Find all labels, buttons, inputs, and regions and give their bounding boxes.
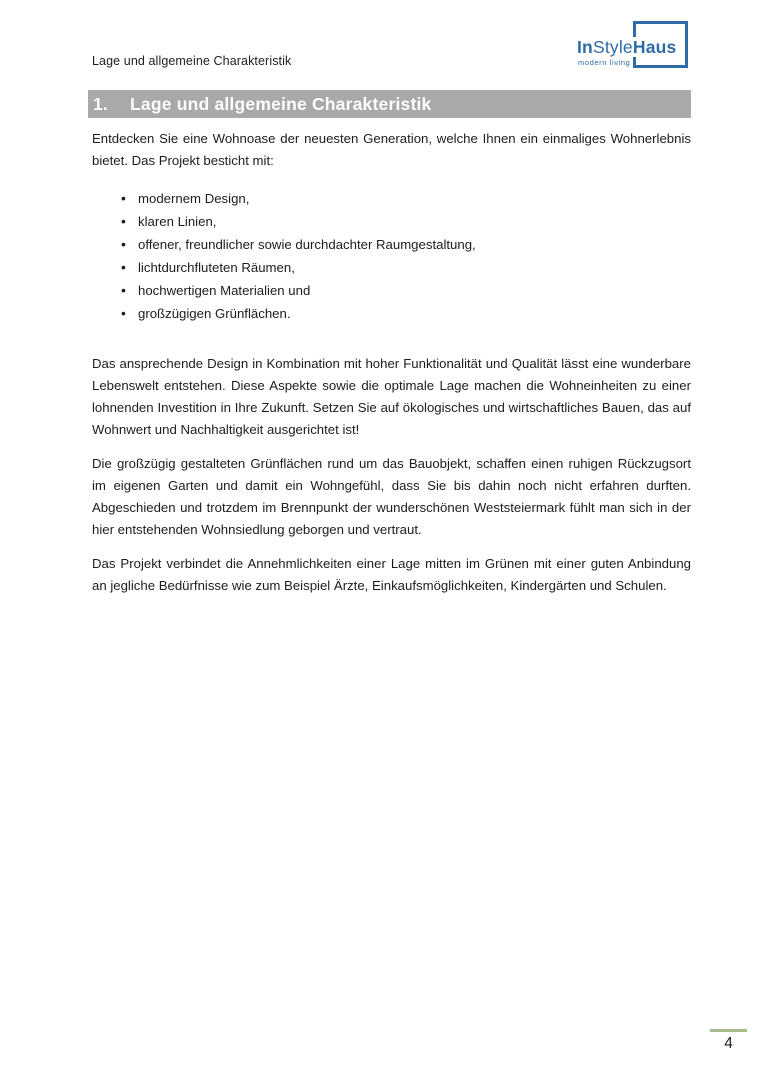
feature-bullet-list	[92, 187, 691, 325]
section-heading	[88, 90, 691, 118]
list-item: • klaren Linien,	[92, 210, 691, 233]
footer-divider	[710, 1029, 747, 1032]
running-header-title: Lage und allgemeine Charakteristik	[92, 54, 292, 68]
list-item: • hochwertigen Materialien und	[92, 279, 691, 302]
body-content	[92, 128, 691, 609]
paragraph-intro: Entdecken Sie eine Wohnoase der neuesten Generation, welche Ihnen ein einmaliges Wohnerlebnis bietet. Das Projekt besticht mit:	[92, 131, 691, 168]
paragraph-gruenflaechen: Die großzügig gestalteten Grünflächen rund um das Bauobjekt, schaffen einen ruhigen Rückzugsort im eigenen Garten und damit ein Wohngefühl, dass Sie bis dahin noch nicht erfahren durften. Abgeschieden und trotzdem im Brennpunkt der wunderschönen Weststeiermark fühlt man sich in der hier entstehenden Wohnsiedlung geborgen und vertraut.	[92, 456, 691, 537]
logo-wordmark	[577, 37, 678, 58]
page-number: 4	[724, 1035, 733, 1052]
paragraph-anbindung: Das Projekt verbindet die Annehmlichkeiten einer Lage mitten im Grünen mit einer guten Anbindung an jegliche Bedürfnisse wie zum Beispiel Ärzte, Einkaufsmöglichkeiten, Kindergärten und Schulen.	[92, 556, 691, 593]
list-item: • modernem Design,	[92, 187, 691, 210]
logo-word-style: Style	[592, 37, 633, 57]
list-item: • offener, freundlicher sowie durchdachter Raumgestaltung,	[92, 233, 691, 256]
instylehaus-logo	[572, 14, 697, 74]
list-item: • großzügigen Grünflächen.	[92, 302, 691, 325]
logo-tagline: modern living	[578, 58, 631, 67]
logo-word-haus: Haus	[632, 37, 677, 57]
list-item: • lichtdurchfluteten Räumen,	[92, 256, 691, 279]
paragraph-design: Das ansprechende Design in Kombination mit hoher Funktionalität und Qualität lässt eine wunderbare Lebenswelt entstehen. Diese Aspekte sowie die optimale Lage machen die Wohneinheiten zu einer lohnenden Investition in Ihre Zukunft. Setzen Sie auf ökologisches und wirtschaftliches Bauen, das auf Wohnwert und Nachhaltigkeit ausgerichtet ist!	[92, 356, 691, 437]
section-heading-number: 1.	[93, 94, 108, 114]
section-heading-title: Lage und allgemeine Charakteristik	[130, 94, 432, 114]
logo-word-in: In	[577, 37, 593, 57]
